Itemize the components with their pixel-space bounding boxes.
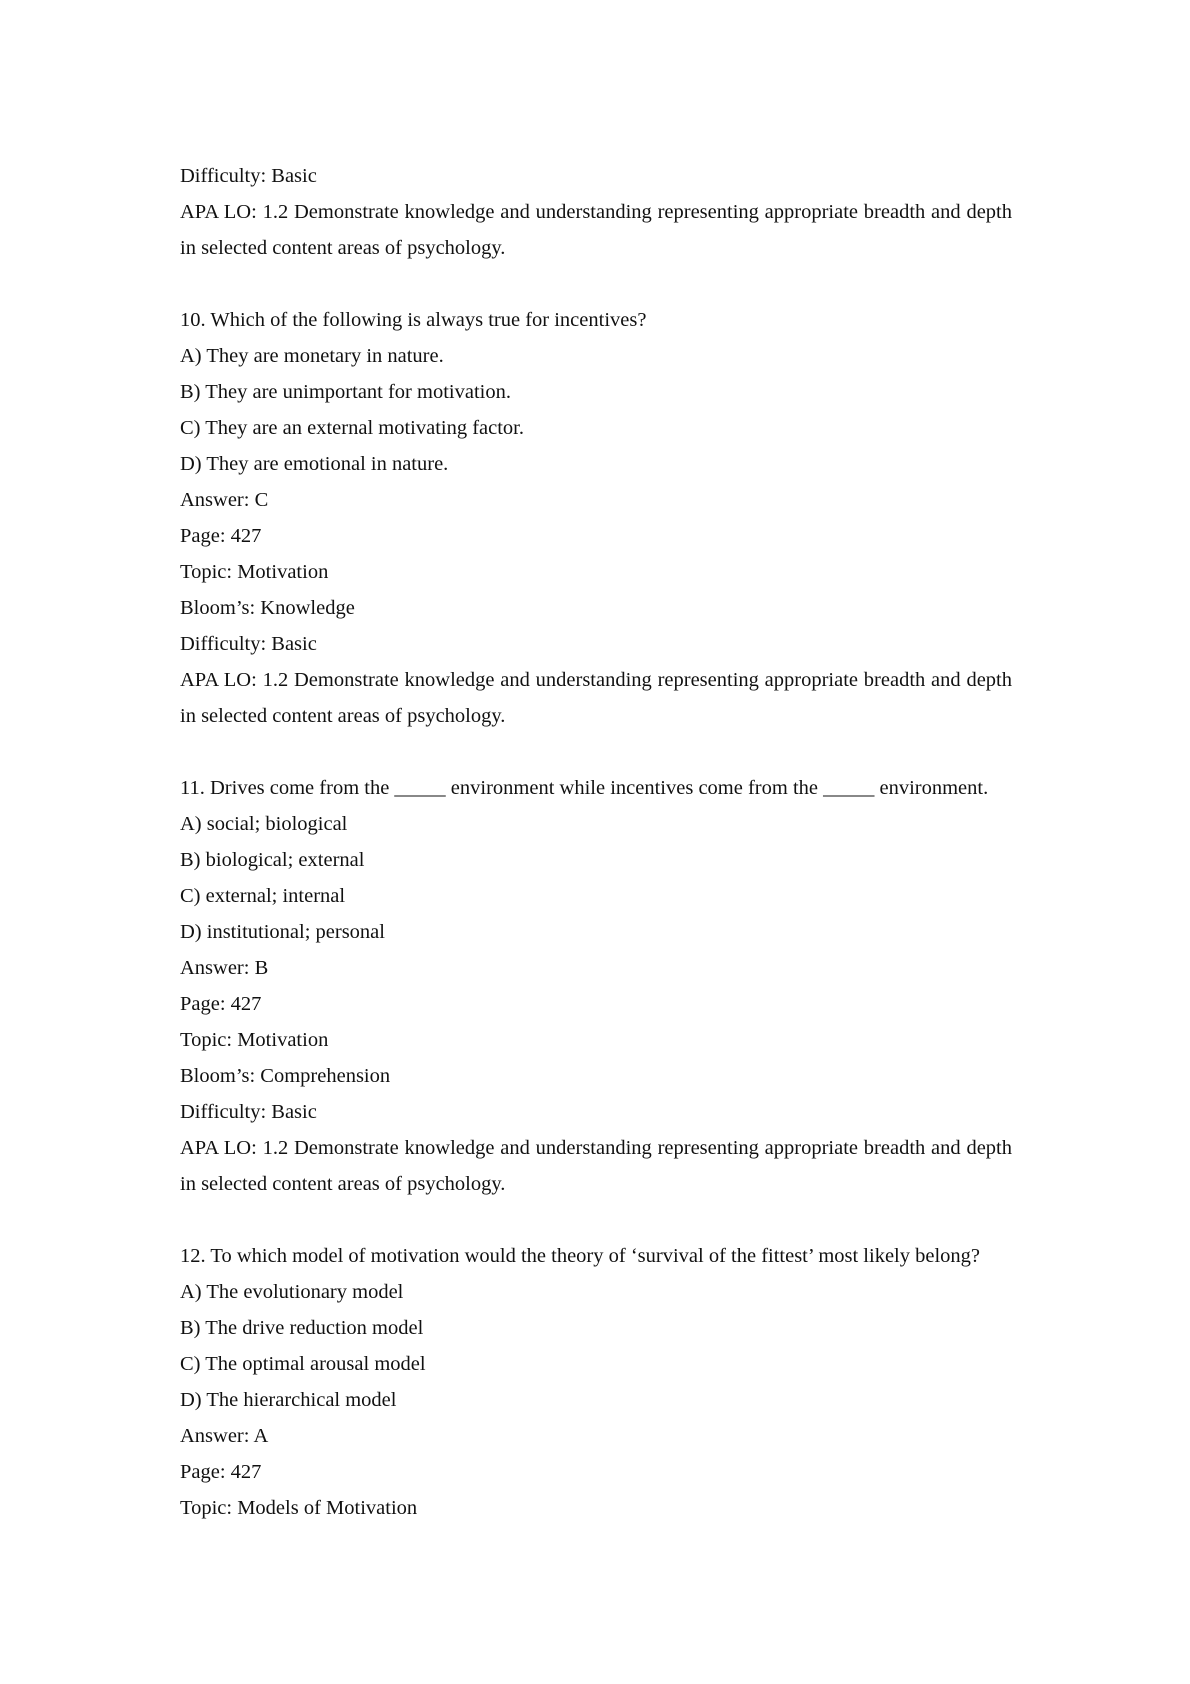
spacer: [180, 266, 1012, 302]
option-b: B) The drive reduction model: [180, 1317, 424, 1339]
previous-question-metadata: [180, 158, 1012, 266]
difficulty-line: Difficulty: Basic: [180, 1101, 317, 1123]
bloom-line: Bloom’s: Comprehension: [180, 1065, 391, 1087]
option-d: D) The hierarchical model: [180, 1389, 397, 1411]
question-10: [180, 302, 1012, 734]
page-line: Page: 427: [180, 993, 262, 1015]
page-line: Page: 427: [180, 1461, 262, 1483]
option-b: B) biological; external: [180, 849, 365, 871]
document-page: [180, 158, 1012, 1526]
answer-line: Answer: A: [180, 1425, 269, 1447]
apa-lo-line: APA LO: 1.2 Demonstrate knowledge and understanding representing appropriate breadth and depth in selected content areas of psychology.: [180, 1137, 1012, 1195]
topic-line: Topic: Motivation: [180, 1029, 329, 1051]
difficulty-line: Difficulty: Basic: [180, 633, 317, 655]
option-a: A) The evolutionary model: [180, 1281, 404, 1303]
apa-lo-line: APA LO: 1.2 Demonstrate knowledge and understanding representing appropriate breadth and depth in selected content areas of psychology.: [180, 201, 1012, 259]
question-11: [180, 770, 1012, 1202]
question-stem: 12. To which model of motivation would the theory of ‘survival of the fittest’ most likely belong?: [180, 1245, 981, 1267]
answer-line: Answer: B: [180, 957, 269, 979]
question-12: [180, 1238, 1012, 1526]
topic-line: Topic: Models of Motivation: [180, 1497, 418, 1519]
option-d: D) They are emotional in nature.: [180, 453, 449, 475]
apa-lo-line: APA LO: 1.2 Demonstrate knowledge and understanding representing appropriate breadth and depth in selected content areas of psychology.: [180, 669, 1012, 727]
page-line: Page: 427: [180, 525, 262, 547]
bloom-line: Bloom’s: Knowledge: [180, 597, 355, 619]
option-c: C) The optimal arousal model: [180, 1353, 426, 1375]
option-c: C) They are an external motivating factor.: [180, 417, 525, 439]
answer-line: Answer: C: [180, 489, 269, 511]
question-stem: 10. Which of the following is always true for incentives?: [180, 309, 647, 331]
spacer: [180, 1202, 1012, 1238]
spacer: [180, 734, 1012, 770]
option-a: A) social; biological: [180, 813, 348, 835]
topic-line: Topic: Motivation: [180, 561, 329, 583]
option-a: A) They are monetary in nature.: [180, 345, 444, 367]
option-d: D) institutional; personal: [180, 921, 385, 943]
question-stem: 11. Drives come from the _____ environment while incentives come from the _____ environment.: [180, 777, 989, 799]
option-b: B) They are unimportant for motivation.: [180, 381, 511, 403]
option-c: C) external; internal: [180, 885, 346, 907]
difficulty-line: Difficulty: Basic: [180, 165, 317, 187]
